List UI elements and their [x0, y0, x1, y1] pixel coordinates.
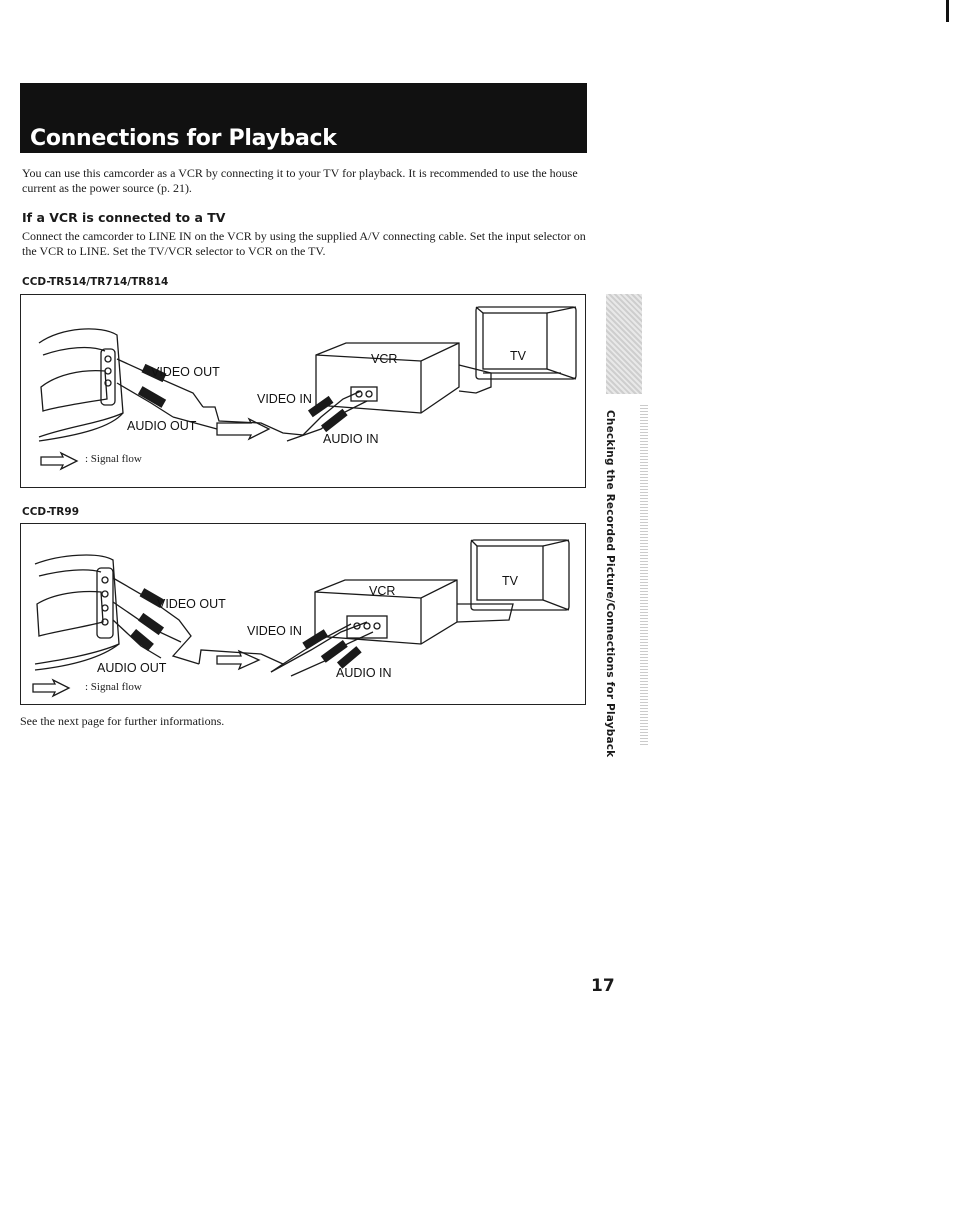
diagram1-signal-flow-legend: : Signal flow: [85, 453, 142, 465]
diagram2-video-out-label: VIDEO OUT: [157, 597, 226, 611]
diagram2-model-label: CCD-TR99: [22, 506, 79, 518]
diagram2-video-in-label: VIDEO IN: [247, 624, 302, 638]
diagram1-vcr-label: VCR: [371, 352, 398, 366]
diagram1-connection-figure: [20, 294, 586, 488]
diagram2-vcr-label: VCR: [369, 584, 396, 598]
section-heading: If a VCR is connected to a TV: [22, 210, 226, 225]
diagram1-video-out-label: VIDEO OUT: [151, 365, 220, 379]
section-body: Connect the camcorder to LINE IN on the VCR by using the supplied A/V connecting cable. Set the input selector on the VCR to LINE. Set the TV/VCR selector to VCR on the TV.: [22, 229, 586, 258]
diagram2-audio-in-label: AUDIO IN: [336, 666, 392, 680]
diagram2-audio-out-label: AUDIO OUT: [97, 661, 167, 675]
diagram2-tv-label: TV: [502, 574, 518, 588]
section-tab-marker: [606, 294, 642, 394]
side-tab-edge: [640, 405, 648, 745]
diagram2-connection-figure: [20, 523, 586, 705]
intro-paragraph: You can use this camcorder as a VCR by connecting it to your TV for playback. It is recommended to use the house current as the power source (p. 21).: [22, 166, 578, 195]
corner-mark: [946, 0, 949, 22]
page-title: Connections for Playback: [30, 126, 337, 151]
diagram1-video-in-label: VIDEO IN: [257, 392, 312, 406]
diagram1-audio-in-label: AUDIO IN: [323, 432, 379, 446]
side-section-title: Checking the Recorded Picture/Connections for Playback: [604, 410, 616, 758]
page-number: 17: [591, 976, 615, 996]
diagram2-signal-flow-legend: : Signal flow: [85, 681, 142, 693]
title-banner: [20, 83, 587, 153]
footer-note: See the next page for further informations.: [20, 714, 225, 728]
diagram1-audio-out-label: AUDIO OUT: [127, 419, 197, 433]
diagram2-illustration: [21, 524, 585, 704]
diagram1-model-label: CCD-TR514/TR714/TR814: [22, 276, 169, 288]
diagram1-tv-label: TV: [510, 349, 526, 363]
